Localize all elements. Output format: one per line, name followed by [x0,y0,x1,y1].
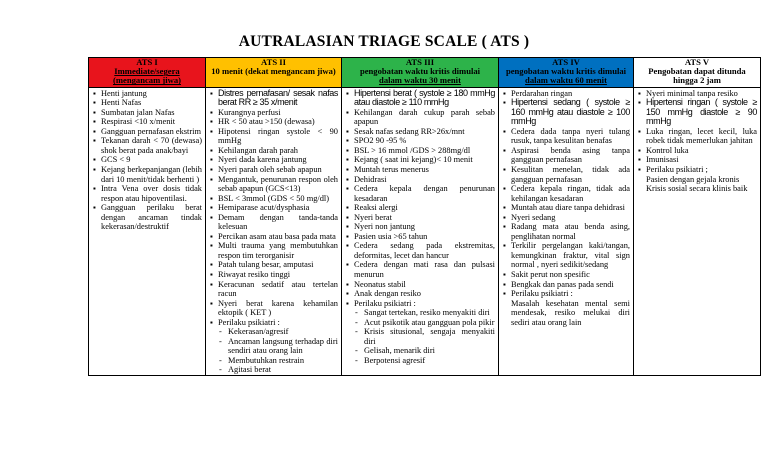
header-ats-3-sub2: dalam waktu 30 menit [379,75,461,86]
header-ats-1-name: ATS I [136,57,158,67]
header-ats-4 [499,58,634,88]
list-item: ▪ Gangguan perilaku berat dengan ancaman tindak kekerasan/destruktif [92,203,202,232]
list-item: ▪ Radang mata atau benda asing, penglihatan normal [502,222,630,241]
list-item: ▪ Kontrol luka [637,146,757,156]
list-item: ▪ Henti Nafas [92,98,202,108]
list-item: ▪ Perilaku psikiatri : [209,318,338,328]
list-item: ▪ Cedera dengan mati rasa dan pulsasi menurun [345,260,495,279]
header-ats-1 [89,58,206,88]
list-item: ▪ Kesulitan menelan, tidak ada gangguan pernafasan [502,165,630,184]
list-item: - Sangat tertekan, resiko menyakiti diri [345,308,495,318]
list-item: Pasien dengan gejala kronis [646,174,740,184]
list-item: ▪ Hipertensi berat ( systole ≥ 180 mmHg atau diastole ≥ 110 mmHg [345,89,495,108]
header-ats-5-sub2: hingga 2 jam [673,75,721,86]
list-item: ▪ Riwayat resiko tinggi [209,270,338,280]
list-item: ▪ Cedera dada tanpa nyeri tulang rusuk, tanpa kesulitan benafas [502,127,630,146]
list-item: ▪ Tekanan darah < 70 (dewasa) shok berat pada anak/bayi [92,136,202,155]
list-item: ▪ Demam dengan tanda-tanda kelesuan [209,213,338,232]
triage-table [88,57,761,376]
list-item: ▪ Perdarahan ringan [502,89,630,99]
list-item: ▪ Gangguan pernafasan ekstrim [92,127,202,137]
list-item: ▪ Sesak nafas sedang RR>26x/mnt [345,127,495,137]
list-item: ▪ Kejang berkepanjangan (lebih dari 10 menit/tidak berhenti ) [92,165,202,184]
list-item: ▪ Nyeri non jantung [345,222,495,232]
list-item: - Agitasi berat [209,365,338,375]
list-item: ▪ Sumbatan jalan Nafas [92,108,202,118]
list-item: ▪ Muntah terus menerus [345,165,495,175]
list-item: ▪ BSL < 3mmol (GDS < 50 mg/dl) [209,194,338,204]
list-item: ▪ Hipertensi ringan ( systole ≥ 150 mmHg diastole ≥ 90 mmHg [637,98,757,127]
list-item: ▪ Luka ringan, lecet kecil, luka robek tidak memerlukan jahitan [637,127,757,146]
list-item: Krisis sosial secara klinis baik [646,184,748,194]
list-item: ▪ Aspirasi benda asing tanpa gangguan pernafasan [502,146,630,165]
cell-ats-3 [342,87,499,375]
list-item: ▪ Nyeri berat [345,213,495,223]
list-item: - Membutuhkan restrain [209,356,338,366]
list-item: ▪ Respirasi <10 x/menit [92,117,202,127]
list-item: ▪ Bengkak dan panas pada sendi [502,280,630,290]
list-item: - Kekerasan/agresif [209,327,338,337]
header-ats-2-sub: 10 menit (dekat mengancam jiwa) [211,66,336,77]
list-item: ▪ Neonatus stabil [345,280,495,290]
list-item: ▪ Kejang ( saat ini kejang)< 10 menit [345,155,495,165]
list-item: ▪ Keracunan sedatif atau tertelan racun [209,280,338,299]
list-item: Masalah kesehatan mental semi mendesak, resiko melukai diri sediri atau orang lain [511,298,630,327]
list-item: ▪ Pasien usia >65 tahun [345,232,495,242]
list-item: ▪ Patah tulang besar, amputasi [209,260,338,270]
header-ats-5-sub: Pengobatan dapat ditunda [648,66,746,77]
list-item: ▪ Imunisasi [637,155,757,165]
list-item: ▪ Nyeri sedang [502,213,630,223]
list-item: - Berpotensi agresif [345,356,495,366]
list-item: ▪ Henti jantung [92,89,202,99]
list-item: ▪ GCS < 9 [92,155,202,165]
list-item: ▪ Anak dengan resiko [345,289,495,299]
list-item: ▪ Nyeri minimal tanpa resiko [637,89,757,99]
list-item: ▪ Nyeri berat karena kehamilan ektopik ( KET ) [209,299,338,318]
cell-ats-4 [499,87,634,375]
header-ats-2-name: ATS II [261,57,286,67]
list-item: - Krisis situsional, sengaja menyakiti diri [345,327,495,346]
header-ats-1-sub2: (mengancam jiwa) [112,75,182,86]
list-item: ▪ Hipertensi sedang ( systole ≥ 160 mmHg atau diastole ≥ 100 mmHg [502,98,630,127]
list-item: ▪ Perilaku psikiatri ; [637,165,757,175]
header-ats-4-name: ATS IV [552,57,580,67]
list-item: ▪ Perilaku psikiatri : [345,299,495,309]
list-item: - Ancaman langsung terhadap diri sendiri atau orang lain [209,337,338,356]
list-item: ▪ Nyeri dada karena jantung [209,155,338,165]
list-ats-1 [92,89,202,232]
list-item: ▪ Distres pernafasan/ sesak nafas berat RR ≥ 35 x/menit [209,89,338,108]
list-item: ▪ Hipotensi ringan systole < 90 mmHg [209,127,338,146]
header-ats-2 [206,58,342,88]
list-item: ▪ Cedera kepala dengan penurunan kesadaran [345,184,495,203]
list-item: ▪ Kehilangan darah parah [209,146,338,156]
list-item: ▪ Cedera kepala ringan, tidak ada kehilangan kesadaran [502,184,630,203]
header-ats-3-name: ATS III [405,57,435,67]
list-item: ▪ Kurangnya perfusi [209,108,338,118]
list-ats-2 [209,89,338,375]
list-item: ▪ Mengantuk, penurunan respon oleh sebab apapun (GCS<13) [209,175,338,194]
list-item: ▪ BSL > 16 mmol /GDS > 288mg/dl [345,146,495,156]
list-item: ▪ Intra Vena over dosis tidak respon atau hipoventilasi. [92,184,202,203]
cell-ats-1 [89,87,206,375]
list-item: ▪ SPO2 90 -95 % [345,136,495,146]
cell-ats-5 [634,87,761,375]
list-item: ▪ Cedera sedang pada ekstremitas, deformitas, lecet dan hancur [345,241,495,260]
list-item: ▪ Sakit perut non spesific [502,270,630,280]
list-item: ▪ Nyeri parah oleh sebab apapun [209,165,338,175]
header-ats-5 [634,58,761,88]
list-item: ▪ Muntah atau diare tanpa dehidrasi [502,203,630,213]
list-item: ▪ Kehilangan darah cukup parah sebab apapun [345,108,495,127]
list-item: ▪ Reaksi alergi [345,203,495,213]
list-item: - Gelisah, menarik diri [345,346,495,356]
header-ats-5-name: ATS V [684,57,710,67]
header-ats-1-sub: Immediate/segera [114,66,180,77]
page-title: AUTRALASIAN TRIAGE SCALE ( ATS ) [238,33,530,50]
list-ats-4 [502,89,630,328]
list-item: ▪ Multi trauma yang membutuhkan respon tim terorganisir [209,241,338,260]
list-item: ▪ Dehidrasi [345,175,495,185]
list-ats-5 [637,89,757,194]
list-item: ▪ Percikan asam atau basa pada mata [209,232,338,242]
header-row [89,58,761,88]
list-item: ▪ HR < 50 atau >150 (dewasa) [209,117,338,127]
cell-ats-2 [206,87,342,375]
content-row [89,87,761,375]
header-ats-3-sub: pengobatan waktu kritis dimulai [359,66,481,77]
list-item: ▪ Terkilir pergelangan kaki/tangan, kemungkinan fraktur, vital sign normal , nyeri sedikit/sedang [502,241,630,270]
header-ats-3 [342,58,499,88]
list-item: ▪ Perilaku psikiatri : [502,289,630,299]
list-ats-3 [345,89,495,366]
header-ats-4-sub: pengobatan waktu kritis dimulai [505,66,627,77]
list-item: ▪ Hemiparase acut/dysphasia [209,203,338,213]
header-ats-4-sub2: dalam waktu 60 menit [525,75,607,86]
list-item: - Acut psikotik atau gangguan pola pikir [345,318,495,328]
